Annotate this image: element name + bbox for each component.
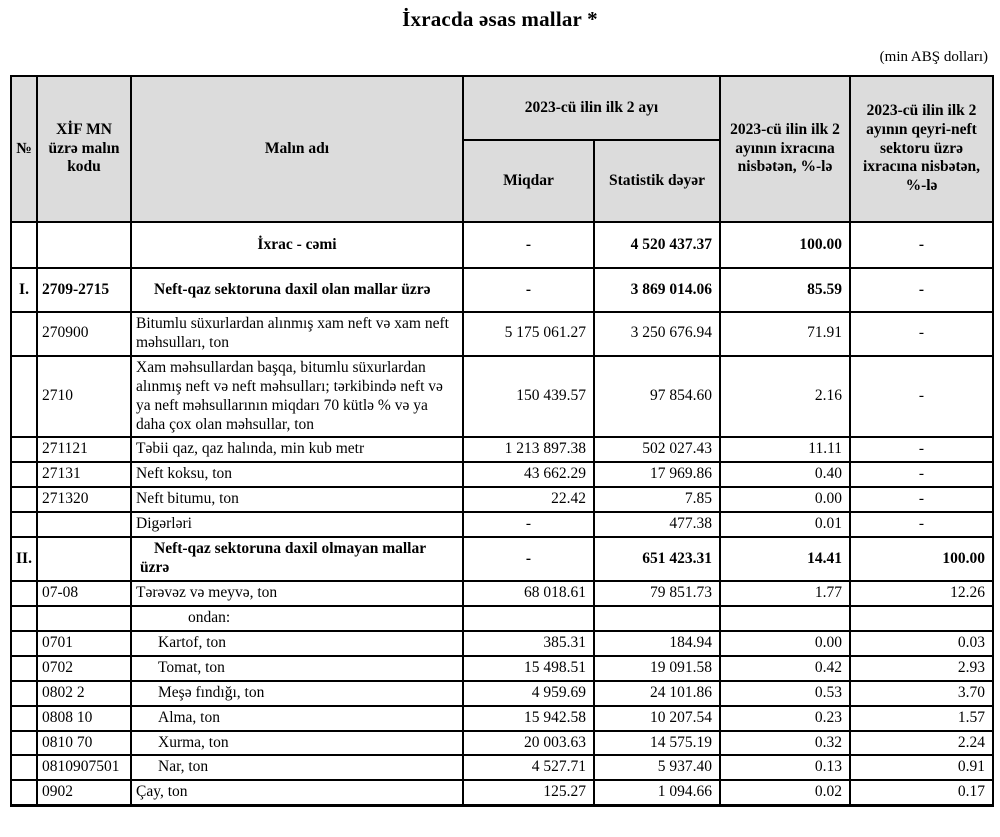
row-number-cell [11, 356, 37, 438]
row-name-cell: Xurma, ton [131, 731, 463, 756]
table-row [11, 312, 993, 356]
row-stat-value-cell: 10 207.54 [594, 706, 720, 731]
table-header [11, 76, 993, 222]
row-share-nonoil-cell: - [850, 222, 993, 268]
exports-table [10, 75, 994, 807]
row-stat-value-cell: 79 851.73 [594, 581, 720, 606]
row-number-cell [11, 581, 37, 606]
row-number-cell [11, 631, 37, 656]
table-row [11, 706, 993, 731]
header-code: XİF MN üzrə malın kodu [37, 76, 131, 222]
row-name-cell: Çay, ton [131, 780, 463, 805]
table-body [11, 222, 993, 806]
row-share-nonoil-cell: 0.17 [850, 780, 993, 805]
row-quantity-cell [463, 606, 594, 631]
row-stat-value-cell: 184.94 [594, 631, 720, 656]
row-share-total-cell: 14.41 [720, 537, 850, 581]
row-stat-value-cell: 14 575.19 [594, 731, 720, 756]
row-code-cell: 0802 2 [37, 681, 131, 706]
row-code-cell: 271121 [37, 437, 131, 462]
row-quantity-cell: 150 439.57 [463, 356, 594, 438]
row-name-cell: Neft koksu, ton [131, 462, 463, 487]
row-stat-value-cell: 5 937.40 [594, 755, 720, 780]
row-share-nonoil-cell: 1.57 [850, 706, 993, 731]
row-share-total-cell: 0.00 [720, 487, 850, 512]
row-share-total-cell: 0.32 [720, 731, 850, 756]
row-quantity-cell: 125.27 [463, 780, 594, 805]
row-name-cell: Alma, ton [131, 706, 463, 731]
row-share-nonoil-cell: - [850, 312, 993, 356]
row-code-cell: 0701 [37, 631, 131, 656]
row-name-cell: Meşə fındığı, ton [131, 681, 463, 706]
table-row [11, 512, 993, 537]
row-stat-value-cell: 1 094.66 [594, 780, 720, 805]
row-number-cell: II. [11, 537, 37, 581]
row-name-cell: Kartof, ton [131, 631, 463, 656]
row-name-cell: Xam məhsullardan başqa, bitumlu süxurlardan alınmış neft və neft məhsulları; tərkibində neft və ya neft məhsullarının miqdarı 70 kütlə % və ya daha çox olan məhsullar, ton [131, 356, 463, 438]
table-row [11, 462, 993, 487]
row-number-cell [11, 462, 37, 487]
row-stat-value-cell [594, 606, 720, 631]
row-share-nonoil-cell [850, 606, 993, 631]
row-name-cell: Neft-qaz sektoruna daxil olmayan mallar üzrə [131, 537, 463, 581]
table-row [11, 780, 993, 805]
row-quantity-cell: - [463, 512, 594, 537]
row-share-nonoil-cell: - [850, 462, 993, 487]
row-stat-value-cell: 19 091.58 [594, 656, 720, 681]
table-row [11, 222, 993, 268]
unit-note: (min ABŞ dolları) [879, 49, 988, 65]
row-name-cell: ondan: [131, 606, 463, 631]
row-name-cell: İxrac - cəmi [131, 222, 463, 268]
row-share-nonoil-cell: - [850, 487, 993, 512]
table-row [11, 731, 993, 756]
row-stat-value-cell: 651 423.31 [594, 537, 720, 581]
row-share-nonoil-cell: - [850, 437, 993, 462]
header-stat-value: Statistik dəyər [594, 140, 720, 222]
table-row [11, 268, 993, 312]
row-number-cell [11, 656, 37, 681]
row-stat-value-cell: 477.38 [594, 512, 720, 537]
header-no: № [11, 76, 37, 222]
row-share-nonoil-cell: 12.26 [850, 581, 993, 606]
row-stat-value-cell: 7.85 [594, 487, 720, 512]
row-share-total-cell: 0.13 [720, 755, 850, 780]
row-quantity-cell: 15 498.51 [463, 656, 594, 681]
row-share-nonoil-cell: - [850, 268, 993, 312]
row-code-cell [37, 512, 131, 537]
table-row [11, 537, 993, 581]
row-share-nonoil-cell: 0.03 [850, 631, 993, 656]
row-share-total-cell: 85.59 [720, 268, 850, 312]
row-share-total-cell: 0.23 [720, 706, 850, 731]
row-stat-value-cell: 97 854.60 [594, 356, 720, 438]
row-name-cell: Neft-qaz sektoruna daxil olan mallar üzrə [131, 268, 463, 312]
row-quantity-cell: - [463, 222, 594, 268]
header-quantity: Miqdar [463, 140, 594, 222]
row-name-cell: Bitumlu süxurlardan alınmış xam neft və xam neft məhsulları, ton [131, 312, 463, 356]
row-share-total-cell: 0.53 [720, 681, 850, 706]
row-share-total-cell: 71.91 [720, 312, 850, 356]
row-share-nonoil-cell: - [850, 512, 993, 537]
row-code-cell: 0810907501 [37, 755, 131, 780]
row-share-total-cell: 0.42 [720, 656, 850, 681]
row-quantity-cell: 5 175 061.27 [463, 312, 594, 356]
row-code-cell: 0902 [37, 780, 131, 805]
row-stat-value-cell: 3 869 014.06 [594, 268, 720, 312]
row-code-cell [37, 222, 131, 268]
row-share-total-cell: 0.02 [720, 780, 850, 805]
row-share-total-cell [720, 606, 850, 631]
row-code-cell: 07-08 [37, 581, 131, 606]
row-name-cell: Nar, ton [131, 755, 463, 780]
row-quantity-cell: 43 662.29 [463, 462, 594, 487]
row-number-cell [11, 312, 37, 356]
row-code-cell: 0702 [37, 656, 131, 681]
header-share-nonoil: 2023-cü ilin ilk 2 ayının qeyri-neft sektoru üzrə ixracına nisbətən, %-lə [850, 76, 993, 222]
row-name-cell: Təbii qaz, qaz halında, min kub metr [131, 437, 463, 462]
row-quantity-cell: 4 527.71 [463, 755, 594, 780]
row-number-cell [11, 706, 37, 731]
row-stat-value-cell: 4 520 437.37 [594, 222, 720, 268]
row-name-cell: Tərəvəz və meyvə, ton [131, 581, 463, 606]
header-share-total: 2023-cü ilin ilk 2 ayının ixracına nisbətən, %-lə [720, 76, 850, 222]
row-code-cell: 27131 [37, 462, 131, 487]
row-code-cell: 0810 70 [37, 731, 131, 756]
row-stat-value-cell: 17 969.86 [594, 462, 720, 487]
row-share-total-cell: 11.11 [720, 437, 850, 462]
page-title: İxracda əsas mallar * [402, 7, 598, 31]
row-number-cell [11, 606, 37, 631]
row-quantity-cell: - [463, 537, 594, 581]
table-row [11, 631, 993, 656]
table-row [11, 437, 993, 462]
row-share-nonoil-cell: 2.24 [850, 731, 993, 756]
row-name-cell: Neft bitumu, ton [131, 487, 463, 512]
row-quantity-cell: 15 942.58 [463, 706, 594, 731]
row-quantity-cell: 22.42 [463, 487, 594, 512]
row-share-total-cell: 0.00 [720, 631, 850, 656]
row-quantity-cell: 385.31 [463, 631, 594, 656]
row-number-cell [11, 681, 37, 706]
row-code-cell: 2709-2715 [37, 268, 131, 312]
row-quantity-cell: - [463, 268, 594, 312]
row-number-cell [11, 731, 37, 756]
row-share-total-cell: 2.16 [720, 356, 850, 438]
row-name-cell: Tomat, ton [131, 656, 463, 681]
table-row [11, 681, 993, 706]
row-stat-value-cell: 3 250 676.94 [594, 312, 720, 356]
row-code-cell: 270900 [37, 312, 131, 356]
table-row [11, 487, 993, 512]
table-row [11, 581, 993, 606]
row-code-cell [37, 537, 131, 581]
row-code-cell: 271320 [37, 487, 131, 512]
row-share-total-cell: 1.77 [720, 581, 850, 606]
row-share-nonoil-cell: 3.70 [850, 681, 993, 706]
row-number-cell [11, 512, 37, 537]
row-share-nonoil-cell: 0.91 [850, 755, 993, 780]
row-number-cell [11, 487, 37, 512]
row-stat-value-cell: 24 101.86 [594, 681, 720, 706]
row-number-cell [11, 780, 37, 805]
row-number-cell [11, 222, 37, 268]
row-number-cell [11, 755, 37, 780]
row-code-cell: 0808 10 [37, 706, 131, 731]
row-code-cell [37, 606, 131, 631]
row-number-cell: I. [11, 268, 37, 312]
row-share-total-cell: 0.01 [720, 512, 850, 537]
row-share-total-cell: 0.40 [720, 462, 850, 487]
row-share-nonoil-cell: 2.93 [850, 656, 993, 681]
row-quantity-cell: 4 959.69 [463, 681, 594, 706]
table-row [11, 356, 993, 438]
row-quantity-cell: 1 213 897.38 [463, 437, 594, 462]
row-quantity-cell: 20 003.63 [463, 731, 594, 756]
row-share-total-cell: 100.00 [720, 222, 850, 268]
row-quantity-cell: 68 018.61 [463, 581, 594, 606]
table-row [11, 606, 993, 631]
row-code-cell: 2710 [37, 356, 131, 438]
row-share-nonoil-cell: - [850, 356, 993, 438]
header-period-group: 2023-cü ilin ilk 2 ayı [463, 76, 720, 140]
row-stat-value-cell: 502 027.43 [594, 437, 720, 462]
table-row [11, 755, 993, 780]
row-number-cell [11, 437, 37, 462]
row-share-nonoil-cell: 100.00 [850, 537, 993, 581]
header-name: Malın adı [131, 76, 463, 222]
row-name-cell: Digərləri [131, 512, 463, 537]
table-row [11, 656, 993, 681]
